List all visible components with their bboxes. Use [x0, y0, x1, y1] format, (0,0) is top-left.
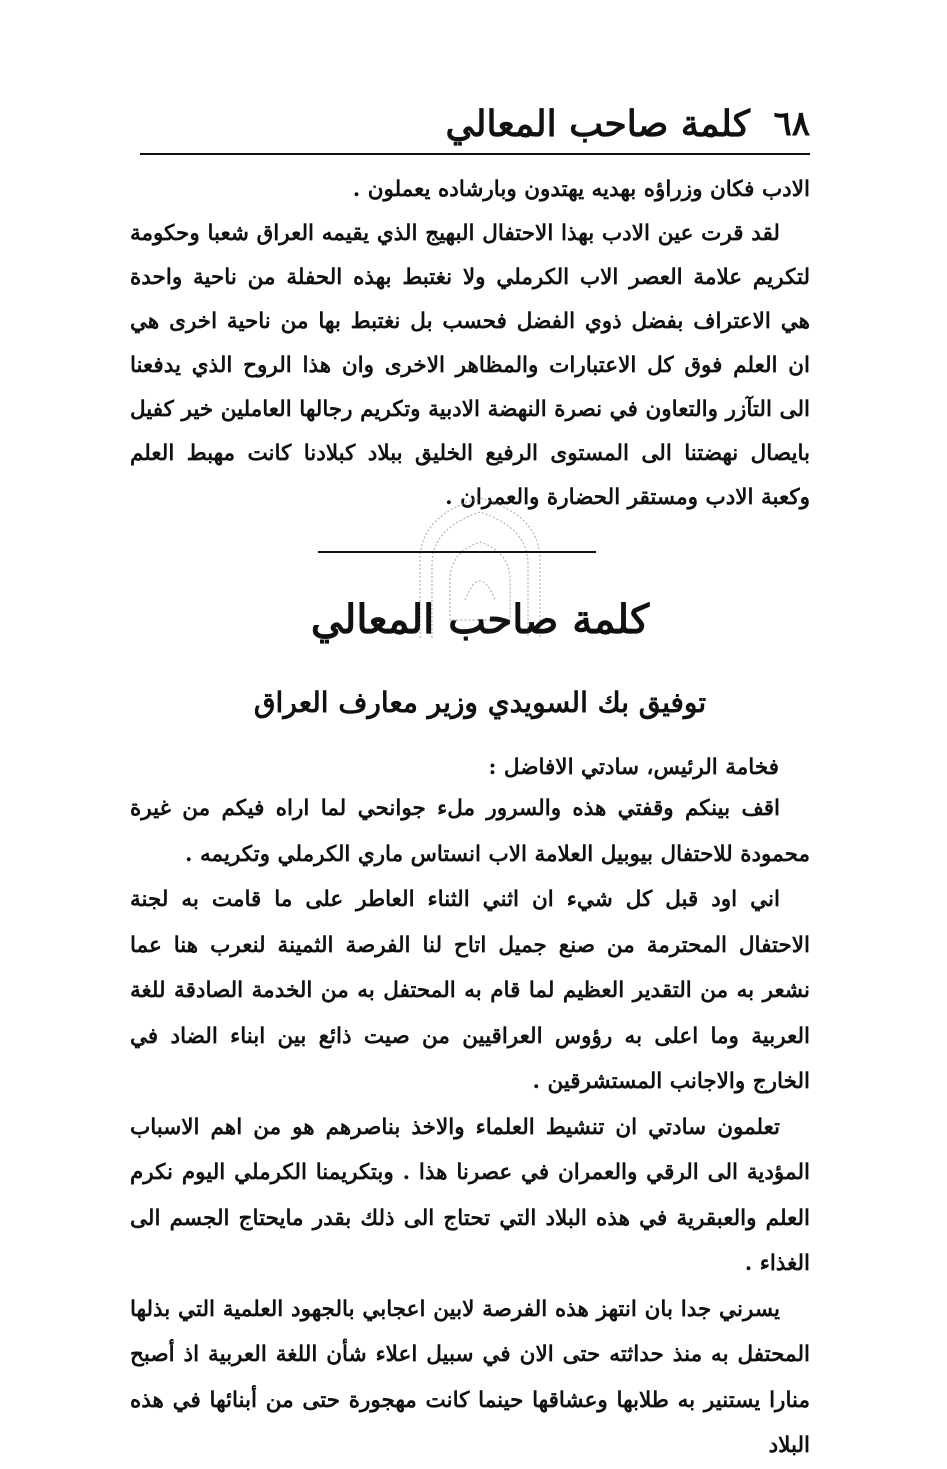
section-title: كلمة صاحب المعالي [310, 596, 650, 643]
paragraph: اقف بينكم وقفتي هذه والسرور ملء جوانحي لما اراه فيكم من غيرة محمودة للاحتفال بيوبيل العلامة الاب انستاس ماري الكرملي وتكريمه . [130, 796, 810, 867]
running-title: كلمة صاحب المعالي [445, 103, 750, 145]
paragraph: تعلمون سادتي ان تنشيط العلماء والاخذ بناصرهم هو من اهم الاسباب المؤدية الى الرقي والعمران في عصرنا هذا . وبتكريمنا الكرملي اليوم نكرم العلم والعبقرية في هذه البلاد التي تحتاج الى ذلك بقدر مايحتاج الجسم الى الغذاء . [130, 1114, 810, 1276]
section-subtitle: توفيق بك السويدي وزير معارف العراق [253, 686, 707, 719]
header-rule [140, 153, 810, 155]
page-number: ٦٨ [773, 104, 810, 144]
paragraph: يسرني جدا بان انتهز هذه الفرصة لابين اعجابي بالجهود العلمية التي بذلها المحتفل به منذ حداثته حتى الان في سبيل اعلاء شأن اللغة العربية اذ أصبح منارا يستنير به طلابها وعشاقها حينما كانت مهجورة حتى من أبنائها في هذه البلاد [130, 1296, 810, 1458]
salutation: فخامة الرئيس، سادتي الافاضل : [488, 755, 779, 780]
speech-body [130, 786, 810, 1469]
paragraph: اني اود قبل كل شيء ان اثني الثناء العاطر على ما قامت به لجنة الاحتفال المحترمة من صنع جميل اتاح لنا الفرصة الثمينة لنعرب هنا عما نشعر به من التقدير العظيم لما قام به المحتفل به من الخدمة الصادقة للغة العربية وما اعلى به رؤوس العراقيين من صيت ذائع بين ابناء الضاد في الخارج والاجانب المستشرقين . [130, 887, 810, 1094]
paragraph: الادب فكان وزراؤه بهديه يهتدون وبارشاده يعملون . [352, 177, 810, 202]
top-section [130, 168, 810, 520]
paragraph: لقد قرت عين الادب بهذا الاحتفال البهيج الذي يقيمه العراق شعبا وحكومة لتكريم علامة العصر الاب الكرملي ولا نغتبط بهذه الحفلة من ناحية واحدة هي الاعتراف بفضل ذوي الفضل فحسب بل نغتبط بها من ناحية اخرى هي ان العلم فوق كل الاعتبارات والمظاهر الاخرى وان هذا الروح الذي يدفعنا الى التآزر والتعاون في نصرة النهضة الادبية وتكريم رجالها العاملين خير كفيل بايصال نهضتنا الى المستوى الرفيع الخليق ببلاد كبلادنا كانت مهبط العلم وكعبة الادب ومستقر الحضارة والعمران . [130, 221, 810, 510]
page-header [140, 92, 810, 152]
section-divider [318, 551, 596, 553]
